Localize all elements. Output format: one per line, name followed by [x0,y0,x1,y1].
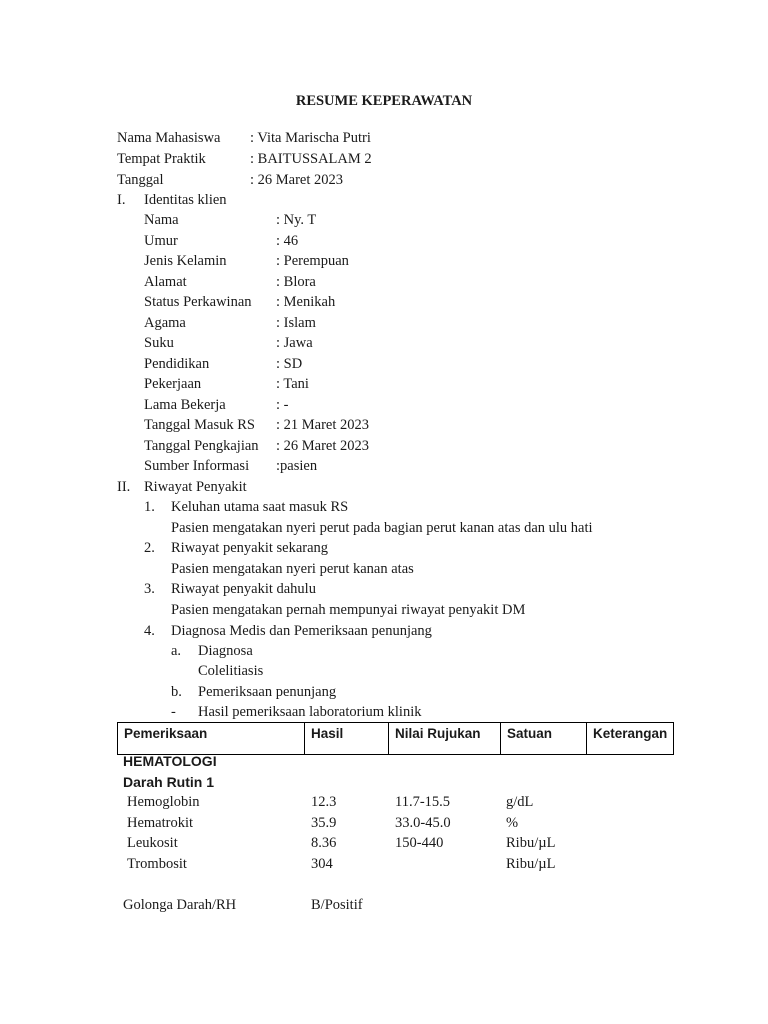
field-label: Alamat [144,274,187,290]
item-title: Diagnosa Medis dan Pemeriksaan penunjang [171,623,432,639]
field-label: Pendidikan [144,356,210,372]
lab-test-name: Hemoglobin [127,794,200,810]
header-value: : BAITUSSALAM 2 [250,151,372,167]
field-label: Tanggal Masuk RS [144,417,255,433]
sub-letter: a. [171,643,182,659]
header-value: : Vita Marischa Putri [250,130,371,146]
lab-subgroup: Darah Rutin 1 [123,774,215,790]
history-text: Pasien mengatakan nyeri perut pada bagian perut kanan atas dan ulu hati [171,520,593,536]
lab-result: 8.36 [311,835,337,851]
field-value: : SD [276,356,303,372]
lab-unit: g/dL [506,794,534,810]
field-label: Status Perkawinan [144,294,252,310]
col-header: Hasil [305,723,389,755]
field-value: : Islam [276,315,316,331]
history-text: Pasien mengatakan nyeri perut kanan atas [171,561,414,577]
lab-ref: 150-440 [395,835,444,851]
lab-result: 12.3 [311,794,337,810]
item-title: Riwayat penyakit sekarang [171,540,329,556]
field-label: Suku [144,335,174,351]
field-label: Lama Bekerja [144,397,226,413]
field-value: : 26 Maret 2023 [276,438,370,454]
field-value: : Menikah [276,294,336,310]
lab-ref: 33.0-45.0 [395,815,451,831]
lab-ref: 11.7-15.5 [395,794,451,810]
field-label: Nama [144,212,179,228]
field-label: Agama [144,315,186,331]
diagnosis-text: Colelitiasis [198,663,264,679]
field-value: : Tani [276,376,309,392]
lab-result: B/Positif [311,897,363,913]
item-title: Keluhan utama saat masuk RS [171,499,349,515]
header-value: : 26 Maret 2023 [250,172,344,188]
item-title: Riwayat penyakit dahulu [171,581,316,597]
item-number: 2. [144,540,155,556]
lab-unit: Ribu/µL [506,835,556,851]
lab-test-name: Leukosit [127,835,178,851]
item-number: 3. [144,581,155,597]
field-label: Pekerjaan [144,376,202,392]
lab-test-name: Golonga Darah/RH [123,897,237,913]
history-text: Pasien mengatakan pernah mempunyai riwayat penyakit DM [171,602,526,618]
lab-result: 304 [311,856,333,872]
field-label: Tanggal Pengkajian [144,438,259,454]
section-number: II. [117,479,131,495]
field-value: : Jawa [276,335,313,351]
document-title: RESUME KEPERAWATAN [295,93,473,109]
field-value: : 21 Maret 2023 [276,417,370,433]
header-label: Nama Mahasiswa [117,130,221,146]
field-value: :pasien [276,458,318,474]
field-value: : Perempuan [276,253,349,269]
col-header: Pemeriksaan [118,723,305,755]
col-header: Keterangan [587,723,674,755]
field-value: : - [276,397,289,413]
lab-unit: % [506,815,519,831]
section-title: Riwayat Penyakit [144,479,247,495]
section-title: Identitas klien [144,192,227,208]
lab-unit: Ribu/µL [506,856,556,872]
field-label: Jenis Kelamin [144,253,227,269]
field-value: : 46 [276,233,299,249]
lab-test-name: Hematrokit [127,815,194,831]
lab-test-name: Trombosit [127,856,187,872]
item-number: 4. [144,623,155,639]
item-number: 1. [144,499,155,515]
dash-text: Hasil pemeriksaan laboratorium klinik [198,704,422,720]
field-label: Umur [144,233,178,249]
field-label: Sumber Informasi [144,458,250,474]
col-header: Nilai Rujukan [389,723,501,755]
sub-title: Pemeriksaan penunjang [198,684,337,700]
field-value: : Ny. T [276,212,317,228]
header-label: Tempat Praktik [117,151,206,167]
section-number: I. [117,192,126,208]
sub-title: Diagnosa [198,643,253,659]
lab-result: 35.9 [311,815,337,831]
field-value: : Blora [276,274,316,290]
dash-mark: - [171,704,176,720]
col-header: Satuan [501,723,587,755]
sub-letter: b. [171,684,182,700]
lab-group: HEMATOLOGI [123,753,217,769]
header-label: Tanggal [117,172,164,188]
